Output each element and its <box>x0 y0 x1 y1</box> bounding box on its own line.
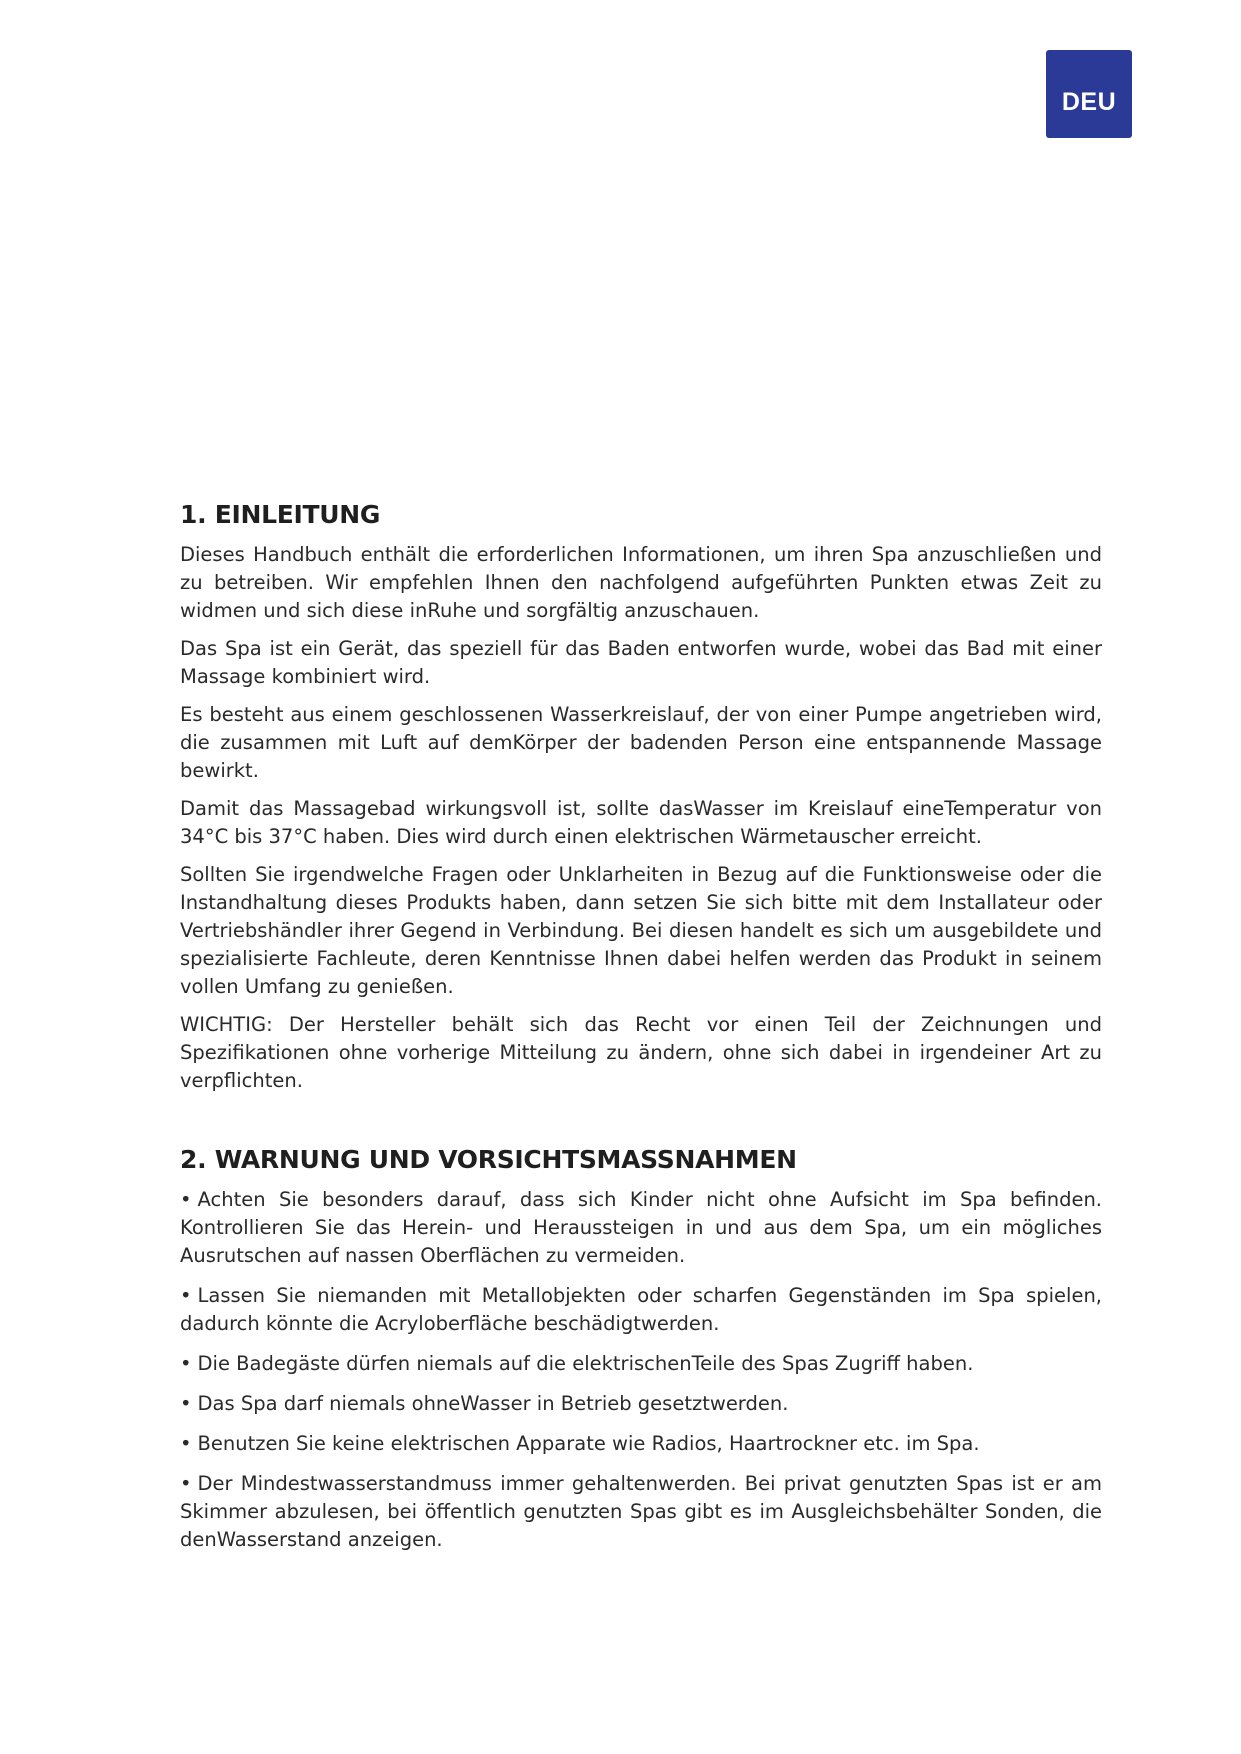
warning-item-text: Die Badegäste dürfen niemals auf die elektrischenTeile des Spas Zugriff haben. <box>197 1352 974 1375</box>
warning-item <box>180 1186 1102 1270</box>
important-notice: WICHTIG: Der Hersteller behält sich das Recht vor einen Teil der Zeichnungen und Spezifikationen ohne vorherige Mitteilung zu ändern, ohne sich dabei in irgendeiner Art zu verpflichten. <box>180 1013 1102 1092</box>
warning-item-text: Lassen Sie niemanden mit Metallobjekten oder scharfen Gegenständen im Spa spielen, dadurch könnte die Acryloberfläche beschädigtwerden. <box>180 1284 1102 1335</box>
intro-paragraph: Dieses Handbuch enthält die erforderlichen Informationen, um ihren Spa anzuschließen und zu betreiben. Wir empfehlen Ihnen den nachfolgend aufgeführten Punkten etwas Zeit zu widmen und sich diese inRuhe und sorgfältig anzuschauen. <box>180 543 1102 622</box>
intro-paragraph: Damit das Massagebad wirkungsvoll ist, sollte dasWasser im Kreislauf eineTemperatur von 34°C bis 37°C haben. Dies wird durch einen elektrischen Wärmetauscher erreicht. <box>180 797 1102 848</box>
warning-item <box>180 1282 1102 1338</box>
intro-paragraph: Es besteht aus einem geschlossenen Wasserkreislauf, der von einer Pumpe angetrieben wird, die zusammen mit Luft auf demKörper der badenden Person eine entspannende Massage bewirkt. <box>180 703 1102 782</box>
warning-item <box>180 1350 1102 1378</box>
section-title-warnings: 2. WARNUNG UND VORSICHTSMASSNAHMEN <box>180 1145 797 1174</box>
bullet-icon: • <box>180 1284 192 1307</box>
bullet-icon: • <box>180 1432 192 1455</box>
bullet-icon: • <box>180 1472 192 1495</box>
language-badge <box>1046 50 1132 138</box>
warning-item-text: Benutzen Sie keine elektrischen Apparate wie Radios, Haartrockner etc. im Spa. <box>197 1432 980 1455</box>
section-title-introduction: 1. EINLEITUNG <box>180 500 381 529</box>
warning-item-text: Das Spa darf niemals ohneWasser in Betrieb gesetztwerden. <box>197 1392 789 1415</box>
bullet-icon: • <box>180 1392 192 1415</box>
warning-item <box>180 1390 1102 1418</box>
intro-paragraph: Sollten Sie irgendwelche Fragen oder Unklarheiten in Bezug auf die Funktionsweise oder die Instandhaltung dieses Produkts haben, dann setzen Sie sich bitte mit dem Installateur oder Vertriebshändler ihrer Gegend in Verbindung. Bei diesen handelt es sich um ausgebildete und spezialisierte Fachleute, deren Kenntnisse Ihnen dabei helfen werden das Produkt in seinem vollen Umfang zu genießen. <box>180 863 1102 998</box>
language-badge-label: DEU <box>1061 87 1117 116</box>
document-body <box>180 500 1102 1566</box>
bullet-icon: • <box>180 1188 192 1211</box>
warning-item-text: Achten Sie besonders darauf, dass sich Kinder nicht ohne Aufsicht im Spa befinden. Kontrollieren Sie das Herein- und Heraussteigen in und aus dem Spa, um ein mögliches Ausrutschen auf nassen Oberflächen zu vermeiden. <box>180 1188 1102 1267</box>
warning-item <box>180 1430 1102 1458</box>
warning-item-text: Der Mindestwasserstandmuss immer gehaltenwerden. Bei privat genutzten Spas ist er am Skimmer abzulesen, bei öffentlich genutzten Spas gibt es im Ausgleichsbehälter Sonden, die denWasserstand anzeigen. <box>180 1472 1102 1551</box>
warning-item <box>180 1470 1102 1554</box>
bullet-icon: • <box>180 1352 192 1375</box>
intro-paragraph: Das Spa ist ein Gerät, das speziell für das Baden entworfen wurde, wobei das Bad mit einer Massage kombiniert wird. <box>180 637 1102 688</box>
